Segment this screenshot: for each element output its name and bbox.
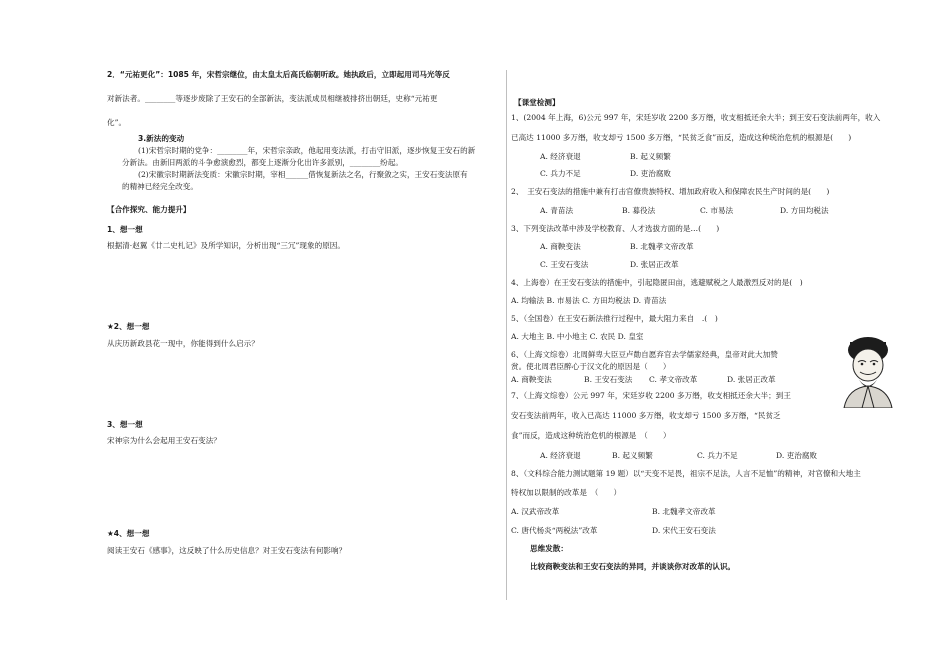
test-q6-line-1: 6、（上海文综卷）北周鲜卑大臣豆卢勣自愿弃官去学儒家经典，皇帝对此大加赞 (511, 350, 778, 359)
section-2-line-1: 2．“元祐更化”：1085 年，宋哲宗继位，由太皇太后高氏临朝听政。她执政后，立即起用司马光等反 (107, 70, 450, 79)
test-q7-option-c: C. 兵力不足 (697, 451, 738, 460)
test-q8-option-b: B. 北魏孝文帝改革 (652, 507, 716, 516)
test-q2-option-c: C. 市易法 (700, 206, 734, 215)
test-q8-option-a: A. 汉武帝改革 (511, 507, 560, 516)
test-q6-option-c: C. 孝文帝改革 (649, 375, 698, 384)
test-q8-option-d: D. 宋代王安石变法 (652, 526, 716, 535)
section-3-line-4: 的精神已经完全改变。 (122, 182, 198, 191)
think-4-title: ★4、想一想 (107, 529, 150, 538)
section-3-line-2: 分新法。由新旧两派的斗争愈演愈烈，都变上逐渐分化出许多派别，________纷起。 (122, 158, 403, 167)
think-1-question: 根据清·赵翼《廿二史札记》及所学知识，分析出现“三冗”现象的原因。 (107, 241, 345, 250)
column-divider (506, 70, 507, 600)
test-q3-option-a: A. 商鞅变法 (540, 242, 581, 251)
test-q2-option-d: D. 方田均税法 (780, 206, 829, 215)
test-q7-line-3: 食”而反，造成这种统治危机的根源是 （ ） (511, 431, 671, 440)
wang-anshi-portrait-image (838, 332, 898, 408)
test-q5-line-1: 5、（全国卷）在王安石新法推行过程中，最大阻力来自 .( ) (511, 314, 718, 323)
test-q1-line-1: 1、(2004 年上海，6)公元 997 年，宋廷岁收 2200 多万缗，收支相抵还余大半；到王安石变法前两年，收入 (511, 113, 881, 122)
think-divergent-title: 思维发散： (530, 544, 568, 553)
class-test-heading: 【课堂检测】 (514, 98, 560, 107)
think-3-question: 宋神宗为什么会起用王安石变法？ (107, 436, 221, 445)
think-1-title: 1、想一想 (107, 225, 143, 234)
test-q7-option-b: B. 起义频繁 (612, 451, 653, 460)
test-q8-option-c: C. 唐代杨炎“两税法”改革 (511, 526, 598, 535)
test-q6-line-2: 赏。使北周君臣醉心于汉文化的原因是（ ） (511, 362, 671, 371)
test-q3-option-b: B. 北魏孝文帝改革 (630, 242, 694, 251)
think-divergent-question: 比较商鞅变法和王安石变法的异同，并谈谈你对改革的认识。 (530, 562, 736, 571)
test-q3-option-d: D. 张居正改革 (630, 260, 679, 269)
test-q3-line-1: 3、下列变法改革中涉及学校教育、人才选拔方面的是…( ) (511, 224, 720, 233)
think-2-question: 从庆历新政县花一现中，你能得到什么启示？ (107, 339, 259, 348)
think-3-title: 3、想一想 (107, 420, 143, 429)
test-q7-line-2: 安石变法前两年，收入已高达 11000 多万缗，收支却亏 1500 多万缗，“民贫乏 (511, 411, 781, 420)
test-q2-option-a: A. 青苗法 (540, 206, 574, 215)
test-q4-options: A. 均输法 B. 市易法 C. 方田均税法 D. 青苗法 (511, 296, 667, 305)
test-q3-option-c: C. 王安石变法 (540, 260, 589, 269)
test-q1-line-2: 已高达 11000 多万缗，收支却亏 1500 多万缗，“民贫乏食”而反，造成这种统治危机的根源是( ) (511, 133, 852, 142)
section-3-line-3: (2)宋徽宗时期新法变质：宋徽宗时期，宰相______借恢复新法之名，行聚敛之实，王安石变法原有 (138, 170, 468, 179)
test-q7-option-d: D. 吏治腐败 (776, 451, 818, 460)
test-q6-option-a: A. 商鞅变法 (511, 375, 552, 384)
test-q6-option-b: B. 王安石变法 (584, 375, 633, 384)
test-q2-line-1: 2、 王安石变法的措施中兼有打击官僚贵族特权、增加政府收入和保障农民生产时间的是( ) (511, 187, 830, 196)
test-q8-line-2: 特权加以限制的改革是 （ ） (511, 488, 622, 497)
cooperation-heading: 【合作探究、能力提升】 (107, 205, 191, 214)
test-q1-option-d: D. 吏治腐败 (630, 169, 672, 178)
test-q1-option-b: B. 起义频繁 (630, 152, 671, 161)
think-4-question: 阅读王安石《感事》，这反映了什么历史信息？对王安石变法有何影响？ (107, 546, 347, 555)
test-q5-options: A. 大地主 B. 中小地主 C. 农民 D. 皇室 (511, 332, 644, 341)
test-q7-option-a: A. 经济衰退 (540, 451, 581, 460)
test-q8-line-1: 8、（文科综合能力测试题第 19 题）以“天变不足畏，祖宗不足法，人言不足恤”的精神，对官僚和大地主 (511, 469, 861, 478)
think-2-title: ★2、想一想 (107, 322, 150, 331)
test-q6-option-d: D. 张居正改革 (727, 375, 776, 384)
test-q2-option-b: B. 募役法 (622, 206, 656, 215)
section-3-title: 3.新法的变动 (138, 134, 185, 143)
test-q7-line-1: 7、（上海文综卷）公元 997 年，宋廷岁收 2200 多万缗，收支相抵还余大半；到王 (511, 391, 791, 400)
test-q1-option-c: C. 兵力不足 (540, 169, 581, 178)
section-2-line-3: 化”。 (107, 118, 127, 127)
test-q1-option-a: A. 经济衰退 (540, 152, 581, 161)
section-3-line-1: (1)宋哲宗时期的党争：________年，宋哲宗亲政，他起用变法派，打击守旧派，逐步恢复王安石的新 (138, 146, 476, 155)
test-q4-line-1: 4、上海卷）在王安石变法的措施中，引起隐匿田亩，逃避赋税之人最激烈反对的是( ) (511, 278, 803, 287)
section-2-line-2: 对新法者。________等逐步废除了王安石的全部新法，变法派成员相继被排挤出朝廷，史称“元祐更 (107, 94, 438, 103)
